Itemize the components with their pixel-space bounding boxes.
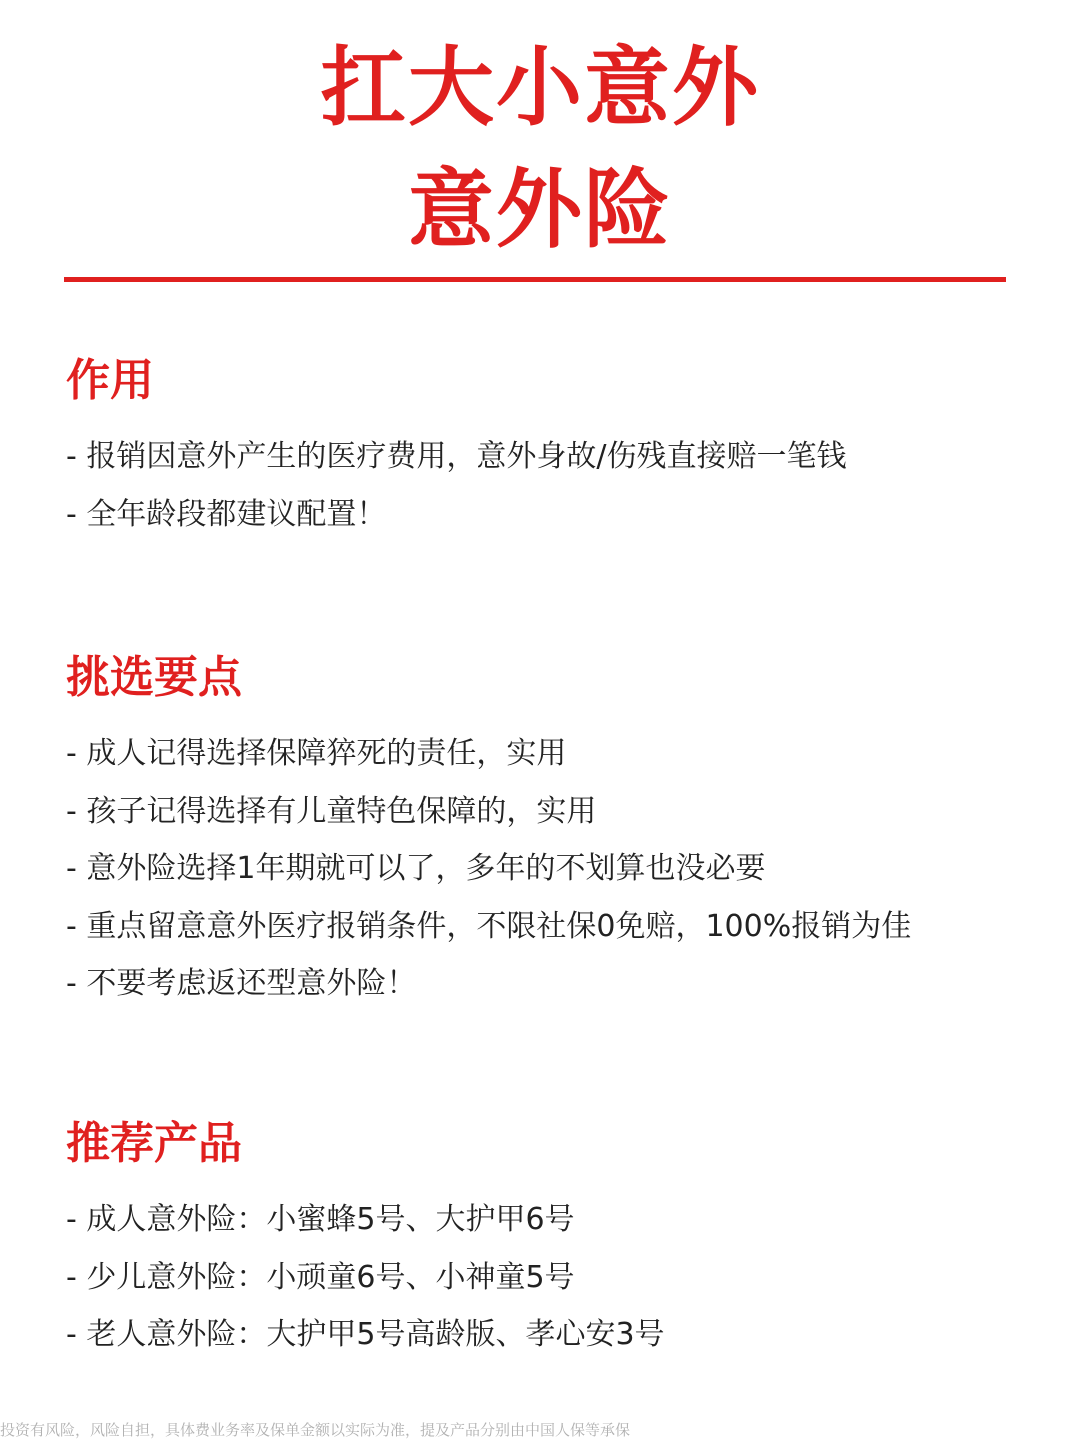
- list-item: - 全年龄段都建议配置！: [66, 496, 387, 532]
- section-heading-recommended-products: 推荐产品: [66, 1118, 242, 1169]
- recommended-products-list: [66, 1191, 665, 1364]
- section-heading-function: 作用: [66, 355, 154, 406]
- selection-tips-list: [66, 725, 911, 1013]
- list-item: - 意外险选择1年期就可以了，多年的不划算也没必要: [66, 851, 766, 886]
- function-list: [66, 428, 846, 543]
- section-heading-selection-tips: 挑选要点: [66, 652, 242, 703]
- list-item: - 报销因意外产生的医疗费用，意外身故/伤残直接赔一笔钱: [66, 439, 847, 474]
- list-item: - 老人意外险：大护甲5号高龄版、孝心安3号: [66, 1317, 665, 1352]
- list-item: - 孩子记得选择有儿童特色保障的，实用: [66, 793, 597, 829]
- page-title-line-2: 意外险: [408, 160, 672, 260]
- list-item: - 成人记得选择保障猝死的责任，实用: [66, 736, 567, 771]
- list-item: - 重点留意意外医疗报销条件，不限社保0免赔，100%报销为佳: [66, 908, 912, 944]
- list-item: - 少儿意外险：小顽童6号、小神童5号: [66, 1259, 575, 1295]
- disclaimer-text: 投资有风险，风险自担，具体费业务率及保单金额以实际为准，提及产品分别由中国人保等承保: [0, 1421, 631, 1439]
- list-item: - 不要考虑返还型意外险！: [66, 966, 417, 1001]
- title-divider: [64, 277, 1006, 282]
- list-item: - 成人意外险：小蜜蜂5号、大护甲6号: [66, 1202, 575, 1237]
- page-title-line-1: 扛大小意外: [320, 38, 760, 138]
